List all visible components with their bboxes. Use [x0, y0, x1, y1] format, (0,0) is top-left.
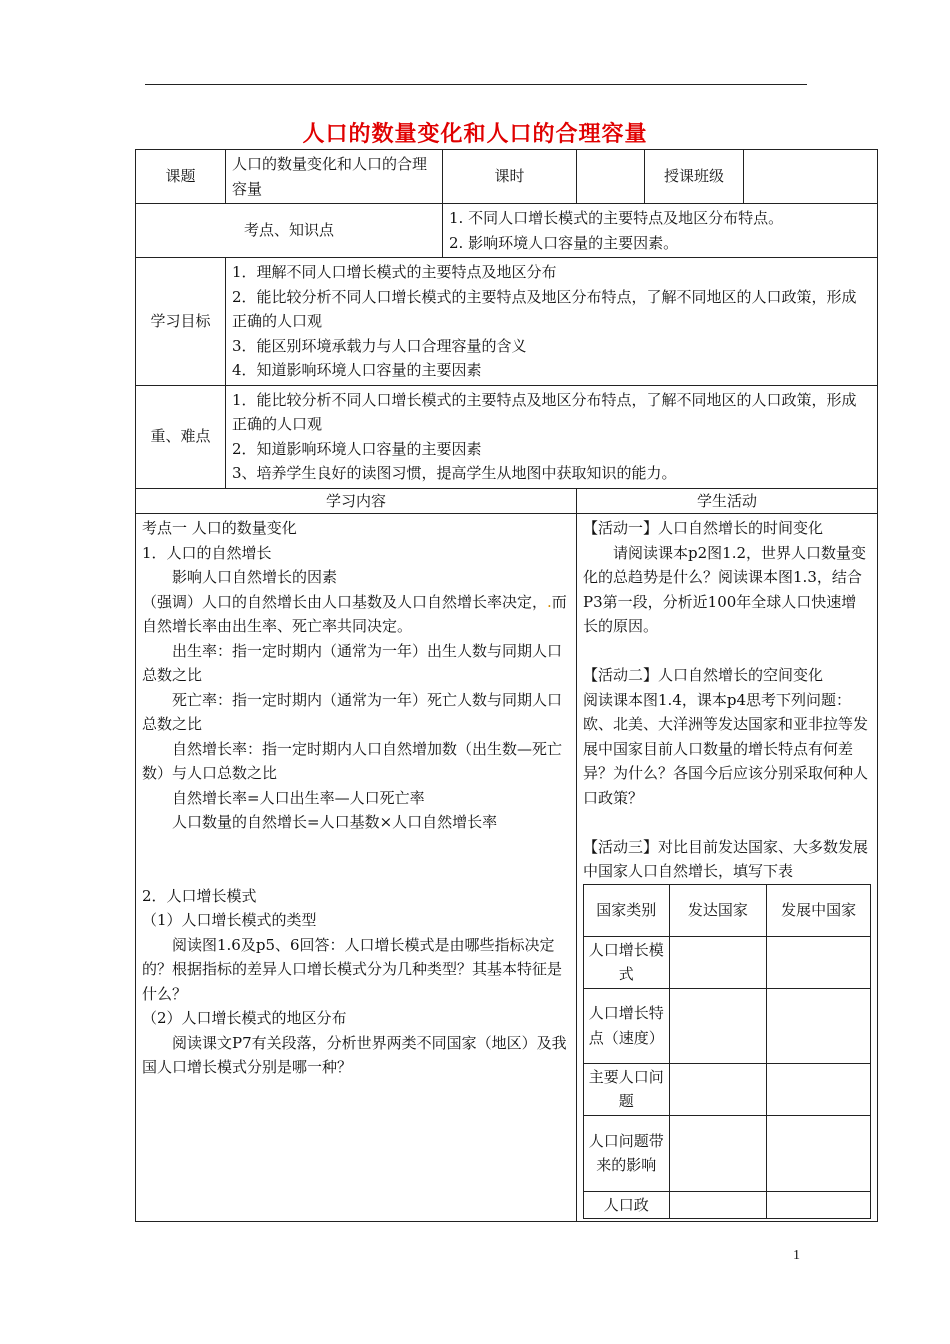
- section2-sub1: （1）人口增长模式的类型: [142, 911, 317, 929]
- knowledge-item: 1. 不同人口增长模式的主要特点及地区分布特点。: [449, 209, 784, 227]
- death-rate-definition: 死亡率：指一定时期内（通常为一年）死亡人数与同期人口总数之比: [142, 690, 563, 733]
- key-points-row: [136, 385, 878, 488]
- section1-title: 1．人口的自然增长: [142, 543, 272, 562]
- activity2-text: 阅读课本图1.4，课本p4思考下列问题：欧、北美、大洋洲等发达国家和亚非拉等发展中国家目前人口数量的增长特点有何差异？为什么？各国今后应该分别采取何种人口政策？: [583, 690, 869, 807]
- comparison-cell-developed: [669, 1063, 767, 1115]
- comparison-cell-developing: [767, 1063, 871, 1115]
- comparison-header-cell: 发展中国家: [767, 884, 871, 936]
- note-text-b: 而自然增长率由出生率、死亡率共同决定。: [142, 592, 567, 635]
- knowledge-label: 考点、知识点: [136, 204, 443, 258]
- column-header-row: [136, 488, 878, 514]
- content-heading: 考点一 人口的数量变化: [142, 519, 297, 537]
- knowledge-row: [136, 204, 878, 258]
- comparison-cell-developed: [669, 1115, 767, 1191]
- learning-content: [136, 514, 577, 1222]
- section2-question2: 阅读课文P7有关段落，分析世界两类不同国家（地区）及我国人口增长模式分别是哪一种？: [142, 1033, 567, 1076]
- student-activities: [577, 514, 878, 1222]
- note-dot: .: [547, 592, 552, 611]
- key-point-item: 3、培养学生良好的读图习惯，提高学生从地图中获取知识的能力。: [232, 464, 677, 482]
- activity2-title: 【活动二】人口自然增长的空间变化: [583, 666, 824, 684]
- comparison-row: [584, 1063, 871, 1115]
- class-label: 授课班级: [645, 150, 744, 204]
- activity3-text: 【活动三】对比目前发达国家、大多数发展中国家人口自然增长，填写下表: [583, 837, 869, 880]
- objectives-label: 学习目标: [136, 258, 226, 386]
- comparison-row: [584, 936, 871, 988]
- comparison-cell-developed: [669, 1191, 767, 1219]
- topic-row: [136, 150, 878, 204]
- section2-sub2: （2）人口增长模式的地区分布: [142, 1009, 347, 1027]
- comparison-cell-developing: [767, 1115, 871, 1191]
- section2-title: 2．人口增长模式: [142, 886, 257, 905]
- objective-item: 3．能区别环境承载力与人口合理容量的含义: [232, 336, 527, 355]
- comparison-row: [584, 1191, 871, 1219]
- activity1-title: 【活动一】人口自然增长的时间变化: [583, 519, 824, 537]
- page-number: 1: [793, 1248, 800, 1263]
- header-rule: [145, 84, 807, 85]
- comparison-table: [583, 884, 871, 1220]
- comparison-cell-developing: [767, 936, 871, 988]
- comparison-header-cell: 国家类别: [584, 884, 669, 936]
- class-value: [744, 150, 878, 204]
- content-row: [136, 514, 878, 1222]
- comparison-row-label: 人口政: [584, 1191, 669, 1219]
- comparison-row-label: 人口问题带来的影响: [584, 1115, 669, 1191]
- activity-column-header: 学生活动: [577, 488, 878, 514]
- document-title: 人口的数量变化和人口的合理容量: [302, 121, 648, 147]
- knowledge-items: [443, 204, 878, 258]
- comparison-row-label: 人口增长模式: [584, 936, 669, 988]
- period-label: 课时: [443, 150, 577, 204]
- objectives-row: [136, 258, 878, 386]
- objective-item: 2．能比较分析不同人口增长模式的主要特点及地区分布特点，了解不同地区的人口政策，形成正确的人口观: [232, 287, 857, 330]
- growth-rate-definition: 自然增长率：指一定时期内人口自然增加数（出生数—死亡数）与人口总数之比: [142, 739, 563, 782]
- key-point-item: 1．能比较分析不同人口增长模式的主要特点及地区分布特点，了解不同地区的人口政策，形成正确的人口观: [232, 390, 857, 433]
- activity1-text: 请阅读课本p2图1.2，世界人口数量变化的总趋势是什么？阅读课本图1.3，结合P3第一段，分析近100年全球人口快速增长的原因。: [583, 543, 867, 635]
- birth-rate-definition: 出生率：指一定时期内（通常为一年）出生人数与同期人口总数之比: [142, 641, 563, 684]
- period-value: [577, 150, 645, 204]
- comparison-row-label: 主要人口问题: [584, 1063, 669, 1115]
- content-column-header: 学习内容: [136, 488, 577, 514]
- key-points-items: [226, 385, 878, 488]
- comparison-cell-developed: [669, 988, 767, 1063]
- section1-note: [142, 590, 568, 639]
- key-point-item: 2．知道影响环境人口容量的主要因素: [232, 439, 482, 458]
- knowledge-item: 2. 影响环境人口容量的主要因素。: [449, 233, 679, 252]
- topic-value: 人口的数量变化和人口的合理容量: [226, 150, 443, 204]
- topic-label: 课题: [136, 150, 226, 204]
- formula-growth-rate: 自然增长率=人口出生率—人口死亡率: [172, 788, 425, 807]
- comparison-row-label: 人口增长特点（速度）: [584, 988, 669, 1063]
- comparison-header-cell: 发达国家: [669, 884, 767, 936]
- note-text-a: （强调）人口的自然增长由人口基数及人口自然增长率决定，: [142, 592, 548, 611]
- comparison-cell-developing: [767, 988, 871, 1063]
- lesson-plan-table: [135, 149, 878, 1222]
- comparison-cell-developed: [669, 936, 767, 988]
- comparison-cell-developing: [767, 1191, 871, 1219]
- comparison-row: [584, 1115, 871, 1191]
- objectives-items: [226, 258, 878, 386]
- section1-factors: 影响人口自然增长的因素: [172, 568, 338, 586]
- objective-item: 1．理解不同人口增长模式的主要特点及地区分布: [232, 263, 557, 281]
- key-points-label: 重、难点: [136, 385, 226, 488]
- objective-item: 4．知道影响环境人口容量的主要因素: [232, 361, 482, 379]
- comparison-header-row: [584, 884, 871, 936]
- formula-natural-growth: 人口数量的自然增长=人口基数×人口自然增长率: [172, 813, 498, 831]
- section2-question1: 阅读图1.6及p5、6回答：人口增长模式是由哪些指标决定的？根据指标的差异人口增长模式分为几种类型？其基本特征是什么？: [142, 935, 563, 1003]
- comparison-row: [584, 988, 871, 1063]
